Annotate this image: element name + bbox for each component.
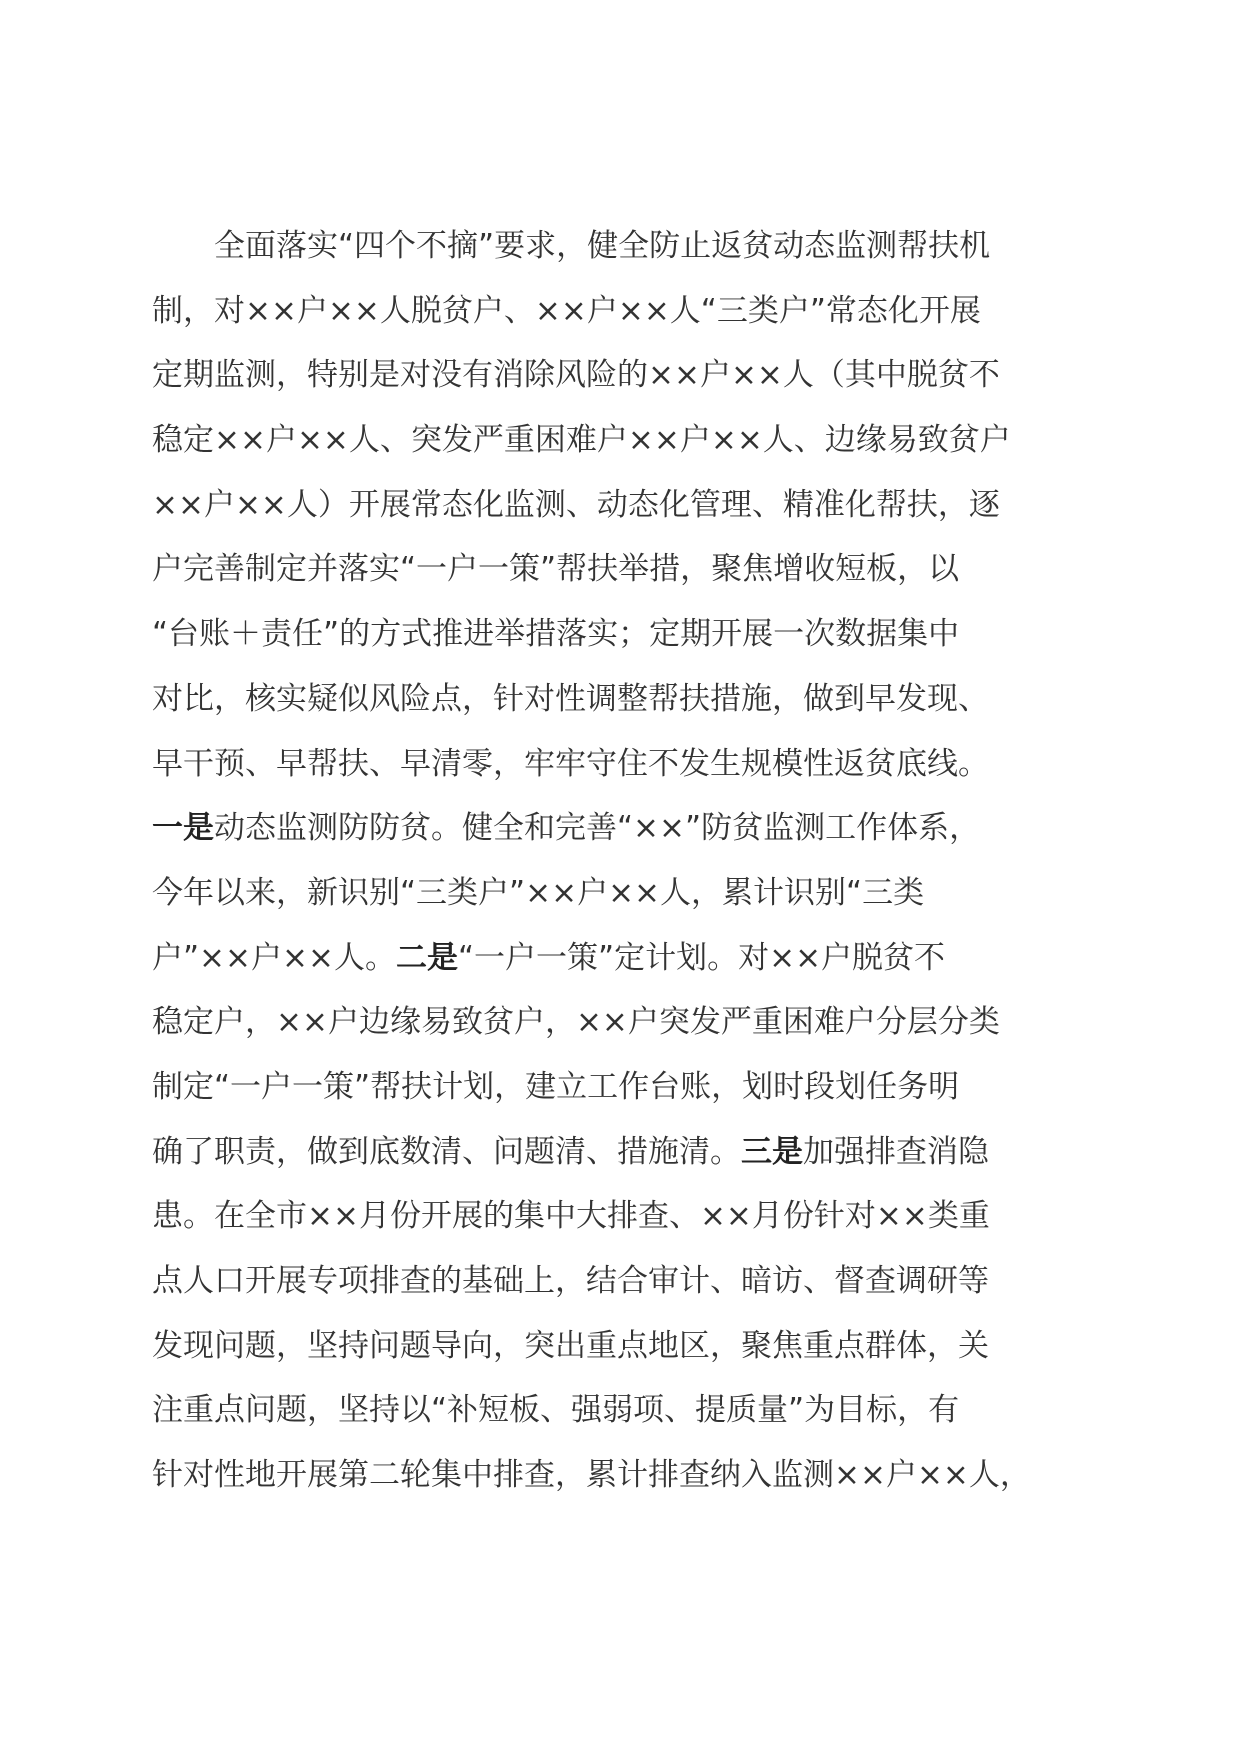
text-segment: 稳定××户××人、突发严重困难户××户××人、边缘易致贫户 <box>152 422 1011 459</box>
text-line <box>152 667 1112 732</box>
text-segment: 点人口开展专项排查的基础上，结合审计、暗访、督查调研等 <box>152 1263 989 1299</box>
text-segment: “一户一策”定计划。对××户脱贫不 <box>457 939 946 976</box>
text-segment: 对比，核实疑似风险点，针对性调整帮扶措施，做到早发现、 <box>152 680 989 717</box>
text-line <box>152 1120 1112 1185</box>
text-line <box>152 926 1112 991</box>
text-line <box>152 473 1112 538</box>
text-segment: 早干预、早帮扶、早清零，牢牢守住不发生规模性返贫底线。 <box>152 745 989 782</box>
text-segment: 户完善制定并落实“一户一策”帮扶举措，聚焦增收短板，以 <box>152 551 960 588</box>
text-line <box>152 602 1112 667</box>
text-segment: 注重点问题，坚持以“补短板、强弱项、提质量”为目标，有 <box>152 1392 960 1429</box>
text-line <box>152 1055 1112 1120</box>
text-line <box>152 1378 1112 1443</box>
text-segment: 制定“一户一策”帮扶计划，建立工作台账，划时段划任务明 <box>152 1068 960 1105</box>
text-segment: 发现问题，坚持问题导向，突出重点地区，聚焦重点群体，关 <box>152 1327 989 1364</box>
bold-marker: 二是 <box>395 939 458 976</box>
text-segment: 针对性地开展第二轮集中排查，累计排查纳入监测××户××人， <box>152 1457 1031 1494</box>
text-segment: 加强排查消隐 <box>803 1133 989 1170</box>
text-segment: 户”××户××人。 <box>152 939 396 976</box>
text-line <box>152 1184 1112 1249</box>
text-segment: 患。在全市××月份开展的集中大排查、××月份针对××类重 <box>152 1198 990 1235</box>
text-segment: 定期监测，特别是对没有消除风险的××户××人（其中脱贫不 <box>152 357 1000 394</box>
text-line <box>152 214 1112 279</box>
text-segment: 今年以来，新识别“三类户”××户××人，累计识别“三类 <box>152 874 925 911</box>
text-line <box>152 343 1112 408</box>
text-line <box>152 861 1112 926</box>
text-line <box>152 1249 1112 1314</box>
text-line <box>152 1314 1112 1379</box>
text-line <box>152 408 1112 473</box>
bold-marker: 三是 <box>741 1133 803 1170</box>
text-segment: 全面落实“四个不摘”要求，健全防止返贫动态监测帮扶机 <box>152 228 991 264</box>
text-segment: 动态监测防防贫。健全和完善“××”防贫监测工作体系， <box>214 810 981 847</box>
text-segment: “台账＋责任”的方式推进举措落实；定期开展一次数据集中 <box>152 616 960 653</box>
text-line <box>152 990 1112 1055</box>
text-line <box>152 1443 1112 1508</box>
body-paragraph <box>152 214 1112 1508</box>
text-segment: ××户××人）开展常态化监测、动态化管理、精准化帮扶，逐 <box>152 486 1000 523</box>
text-segment: 确了职责，做到底数清、问题清、措施清。 <box>152 1133 741 1170</box>
text-segment: 稳定户，××户边缘易致贫户，××户突发严重困难户分层分类 <box>152 1004 1000 1041</box>
text-line <box>152 537 1112 602</box>
text-line <box>152 732 1112 797</box>
text-segment: 制，对××户××人脱贫户、××户××人“三类户”常态化开展 <box>152 292 981 329</box>
text-line <box>152 796 1112 861</box>
bold-marker: 一是 <box>152 810 214 847</box>
text-line <box>152 279 1112 344</box>
